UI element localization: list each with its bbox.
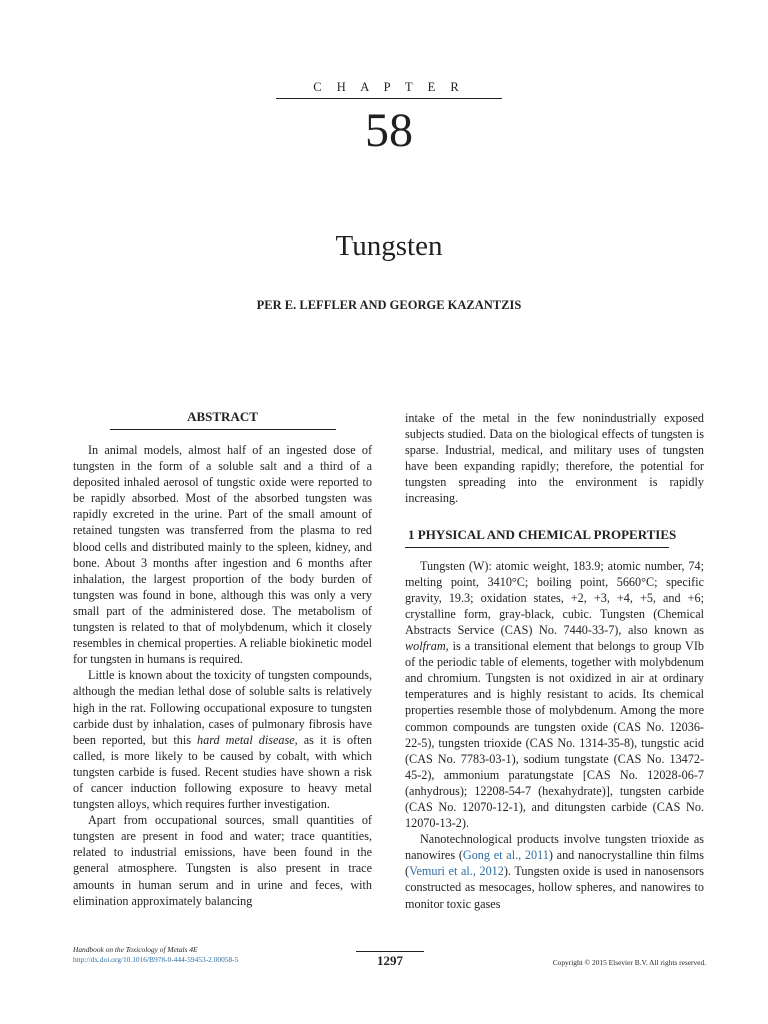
section-1-paragraph-1: Tungsten (W): atomic weight, 183.9; atomic number, 74; melting point, 3410°C; boiling point, 5660°C; specific gravity, 19.3; oxidation states, +2, +3, +4, +5, and +6; crystalline form, gray-black, cubic. Tungsten (Chemical Abstracts Service (CAS) No. 7440-33-7), also known as wolfram, is a transitional element that belongs to group VIb of the periodic table of elements, together with molybdenum and chromium. Tungsten is not oxidized in air at ordinary temperatures and is highly resistant to acids. Its chemical properties resemble those of molybdenum. Among the more common compounds are tungsten oxide (CAS No. 12036-22-5), tungsten trioxide (CAS No. 1314-35-8), tungstic acid (CAS No. 7783-03-1), sodium tungstate (CAS No. 13472-45-2), ammonium paratungstate [CAS No. 12028-06-7 (anhydrous); 12208-54-7 (hexahydrate)], tungsten carbide (CAS No. 12070-12-1), and ditungsten carbide (CAS No. 12070-13-2). (405, 558, 704, 831)
right-column (405, 410, 704, 912)
authors: PER E. LEFFLER AND GEORGE KAZANTZIS (256, 298, 522, 312)
abstract-paragraph-3: Apart from occupational sources, small quantities of tungsten are present in food and water; trace quantities, related to industrial emissions, have been found in the general atmosphere. Tungsten is also present in trace amounts in human serum and in urine and feces, with elimination approximately balancing (73, 813, 372, 908)
citation-gong-2011[interactable]: Gong et al., 2011 (462, 848, 549, 863)
chapter-rule (276, 98, 502, 99)
copyright: Copyright © 2015 Elsevier B.V. All rights reserved. (552, 958, 706, 967)
page-number: 1297 (377, 953, 403, 968)
doi-link[interactable]: http://dx.doi.org/10.1016/B978-0-444-59453-2.00058-5 (73, 955, 239, 964)
chapter-label: C H A P T E R (313, 80, 465, 94)
chapter-number: 58 (365, 104, 413, 157)
abstract-paragraph-1: In animal models, almost half of an ingested dose of tungsten in the form of a soluble salt and a third of a deposited inhaled aerosol of tungstic oxide were reported to be rapidly absorbed. Most of the absorbed tungsten was rapidly excreted in the urine. Part of the small amount of retained tungsten was transferred from the plasma to red blood cells and distributed mainly to the spleen, kidney, and bone. About 3 months after ingestion and 6 months after inhalation, the largest proportion of the body burden of tungsten was found in bone, although this was only a very small part of the administered dose. The metabolism of tungsten is related to that of molybdenum, which it closely resembles in chemical properties. A reliable biokinetic model for tungsten in humans is required. (73, 443, 372, 667)
abstract-paragraph-3-continued: intake of the metal in the few nonindustrially exposed subjects studied. Data on the biological effects of tungsten is sparse. Industrial, medical, and military uses of tungsten have been expanding rapidly; therefore, the potential for tungsten spreading into the environment is rapidly increasing. (405, 411, 704, 506)
chapter-title: Tungsten (335, 230, 443, 262)
hard-metal-disease-term: hard metal disease (197, 732, 295, 747)
book-title: Handbook on the Toxicology of Metals 4E (73, 945, 198, 954)
abstract-paragraph-2: Little is known about the toxicity of tungsten compounds, although the median lethal dose of soluble salts is relatively high in the rat. Following occupational exposure to tungsten carbide dust by inhalation, cases of pulmonary fibrosis have been reported, but this hard metal disease, as it is often called, is more likely to be caused by cobalt, with which tungsten carbide is fused. Recent studies have shown a risk of cancer induction following exposure to heavy metal tungsten alloys, which requires further investigation. (73, 668, 372, 812)
wolfram-term: wolfram (405, 639, 446, 654)
section-1-heading: 1 PHYSICAL AND CHEMICAL PROPERTIES (408, 526, 677, 542)
citation-vemuri-2012[interactable]: Vemuri et al., 2012 (409, 864, 504, 879)
page-number-rule (356, 951, 424, 952)
section-1-paragraph-2: Nanotechnological products involve tungsten trioxide as nanowires (Gong et al., 2011) and nanocrystalline thin films (Vemuri et al., 2012). Tungsten oxide is used in nanosensors constructed as mesocages, hollow spheres, and nanowires to monitor toxic gases (405, 832, 704, 911)
footer-left (73, 945, 238, 965)
abstract-heading: ABSTRACT (187, 409, 258, 424)
left-column (73, 408, 372, 909)
